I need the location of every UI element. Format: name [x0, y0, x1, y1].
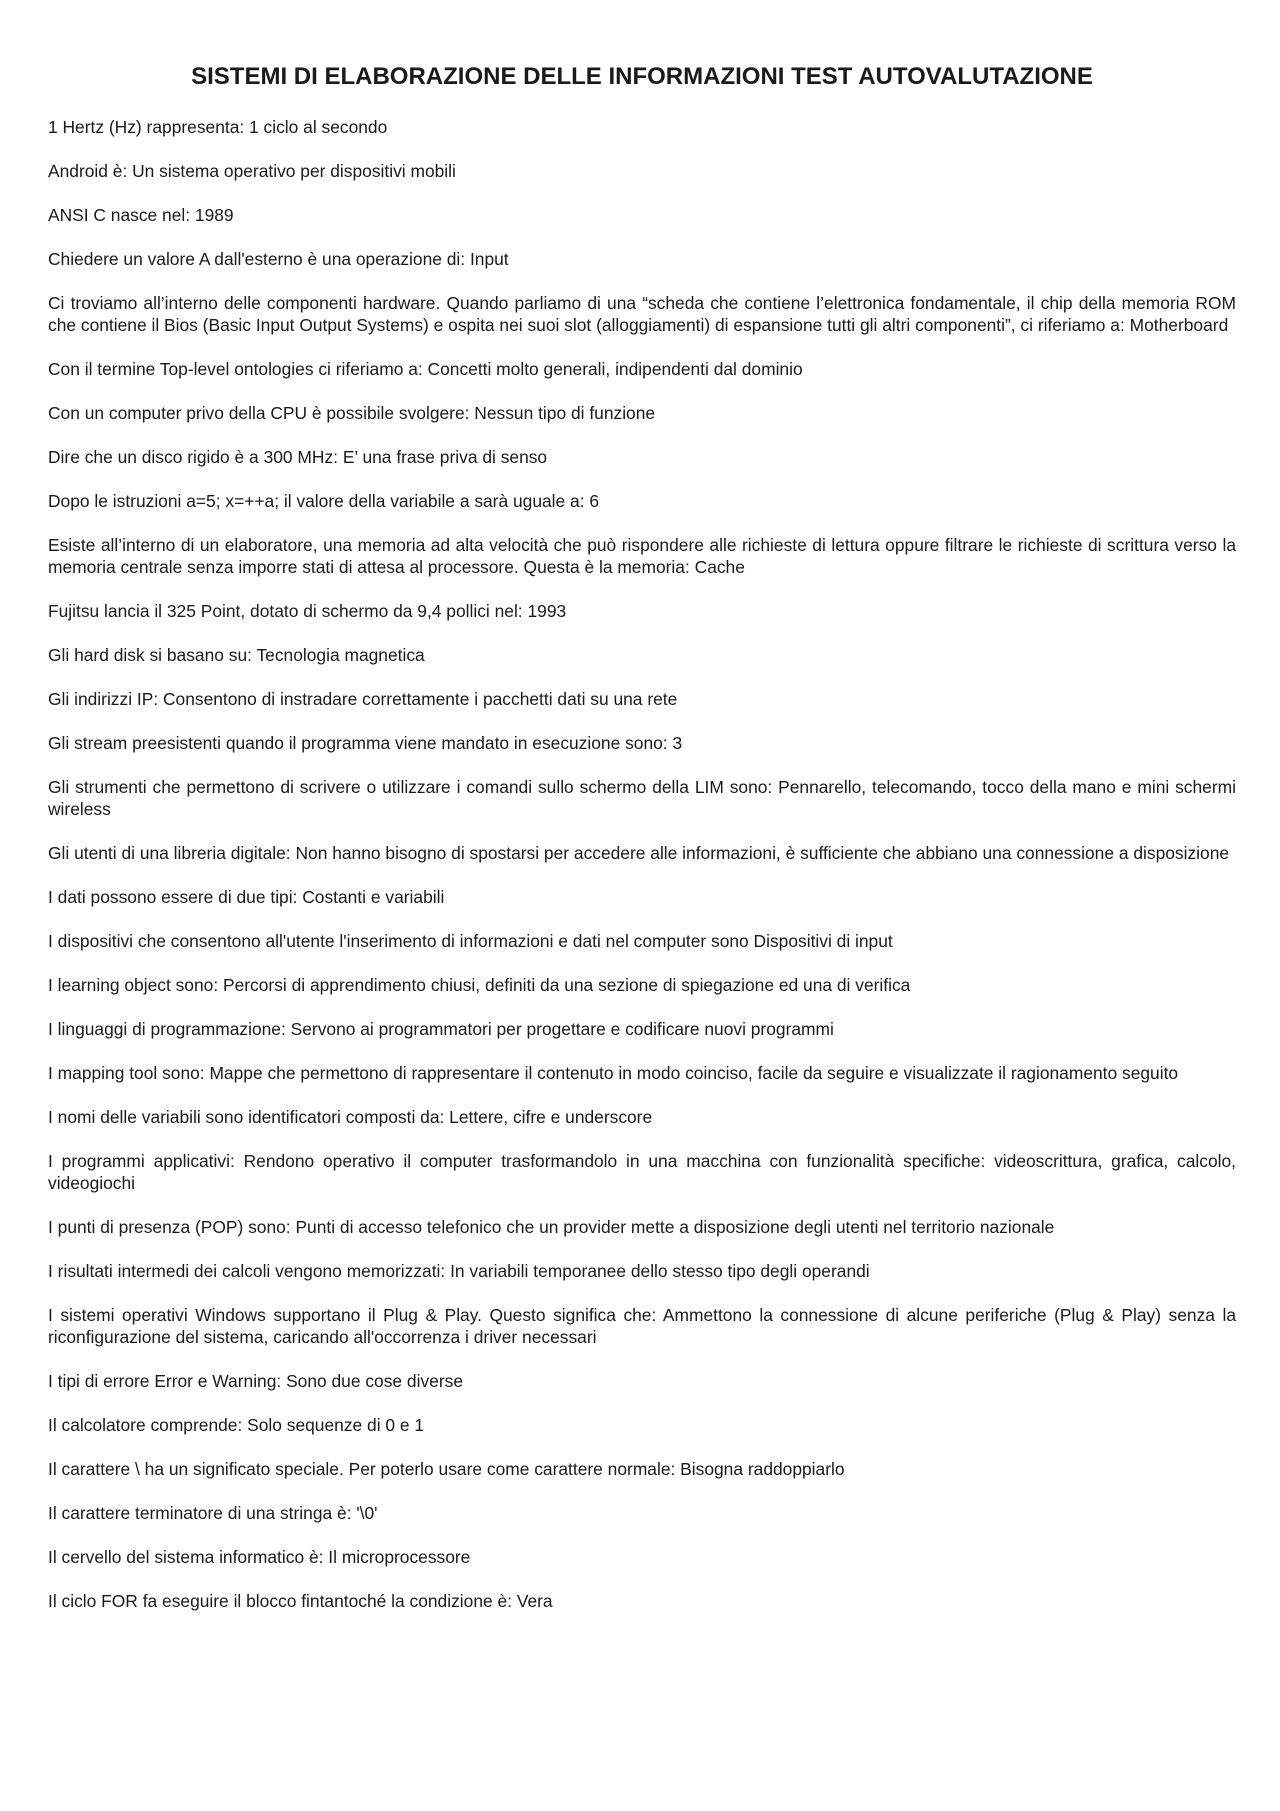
question-answer-list [48, 116, 1236, 1612]
question-answer-item: 1 Hertz (Hz) rappresenta: 1 ciclo al secondo [48, 117, 388, 137]
question-answer-item: I punti di presenza (POP) sono: Punti di accesso telefonico che un provider mette a disposizione degli utenti nel territorio nazionale [48, 1217, 1055, 1237]
question-answer-item: Fujitsu lancia il 325 Point, dotato di schermo da 9,4 pollici nel: 1993 [48, 601, 567, 621]
question-answer-item: I programmi applicativi: Rendono operativo il computer trasformandolo in una macchina con funzionalità specifiche: videoscrittura, grafica, calcolo, videogiochi [48, 1151, 1236, 1193]
question-answer-item: Dire che un disco rigido è a 300 MHz: E’ una frase priva di senso [48, 447, 548, 467]
question-answer-item: Il cervello del sistema informatico è: Il microprocessore [48, 1547, 471, 1567]
question-answer-item: Il carattere terminatore di una stringa è: '\0' [48, 1503, 378, 1523]
question-answer-item: Il carattere \ ha un significato speciale. Per poterlo usare come carattere normale: Bisogna raddoppiarlo [48, 1459, 845, 1479]
question-answer-item: Gli indirizzi IP: Consentono di instradare correttamente i pacchetti dati su una rete [48, 689, 678, 709]
question-answer-item: Chiedere un valore A dall'esterno è una operazione di: Input [48, 249, 509, 269]
question-answer-item: I learning object sono: Percorsi di apprendimento chiusi, definiti da una sezione di spiegazione ed una di verifica [48, 975, 911, 995]
question-answer-item: I mapping tool sono: Mappe che permettono di rappresentare il contenuto in modo coinciso, facile da seguire e visualizzate il ragionamento seguito [48, 1063, 1179, 1083]
question-answer-item: I dispositivi che consentono all'utente l'inserimento di informazioni e dati nel computer sono Dispositivi di input [48, 931, 893, 951]
question-answer-item: Esiste all’interno di un elaboratore, una memoria ad alta velocità che può rispondere alle richieste di lettura oppure filtrare le richieste di scrittura verso la memoria centrale senza imporre stati di attesa al processore. Questa è la memoria: Cache [48, 535, 1236, 577]
question-answer-item: Gli stream preesistenti quando il programma viene mandato in esecuzione sono: 3 [48, 733, 683, 753]
question-answer-item: Android è: Un sistema operativo per dispositivi mobili [48, 161, 456, 181]
question-answer-item: I risultati intermedi dei calcoli vengono memorizzati: In variabili temporanee dello stesso tipo degli operandi [48, 1261, 870, 1281]
question-answer-item: Gli utenti di una libreria digitale: Non hanno bisogno di spostarsi per accedere alle informazioni, è sufficiente che abbiano una connessione a disposizione [48, 843, 1230, 863]
question-answer-item: ANSI C nasce nel: 1989 [48, 205, 234, 225]
question-answer-item: I sistemi operativi Windows supportano il Plug & Play. Questo significa che: Ammettono la connessione di alcune periferiche (Plug & Play) senza la riconfigurazione del sistema, caricando all'occorrenza i driver necessari [48, 1305, 1236, 1347]
question-answer-item: Con un computer privo della CPU è possibile svolgere: Nessun tipo di funzione [48, 403, 656, 423]
question-answer-item: Il ciclo FOR fa eseguire il blocco fintantoché la condizione è: Vera [48, 1591, 553, 1611]
question-answer-item: Dopo le istruzioni a=5; x=++a; il valore della variabile a sarà uguale a: 6 [48, 491, 600, 511]
question-answer-item: Ci troviamo all’interno delle componenti hardware. Quando parliamo di una “scheda che contiene l’elettronica fondamentale, il chip della memoria ROM che contiene il Bios (Basic Input Output Systems) e ospita nei suoi slot (alloggiamenti) di espansione tutti gli altri componenti”, ci riferiamo a: Motherboard [48, 293, 1236, 335]
question-answer-item: Con il termine Top-level ontologies ci riferiamo a: Concetti molto generali, indipendenti dal dominio [48, 359, 803, 379]
question-answer-item: Gli hard disk si basano su: Tecnologia magnetica [48, 645, 425, 665]
question-answer-item: I linguaggi di programmazione: Servono ai programmatori per progettare e codificare nuovi programmi [48, 1019, 834, 1039]
question-answer-item: I dati possono essere di due tipi: Costanti e variabili [48, 887, 445, 907]
question-answer-item: Gli strumenti che permettono di scrivere o utilizzare i comandi sullo schermo della LIM sono: Pennarello, telecomando, tocco della mano e mini schermi wireless [48, 777, 1236, 819]
document-page [48, 62, 1236, 1634]
document-title: SISTEMI DI ELABORAZIONE DELLE INFORMAZIONI TEST AUTOVALUTAZIONE [191, 63, 1093, 90]
question-answer-item: I nomi delle variabili sono identificatori composti da: Lettere, cifre e underscore [48, 1107, 653, 1127]
question-answer-item: Il calcolatore comprende: Solo sequenze di 0 e 1 [48, 1415, 425, 1435]
question-answer-item: I tipi di errore Error e Warning: Sono due cose diverse [48, 1371, 463, 1391]
